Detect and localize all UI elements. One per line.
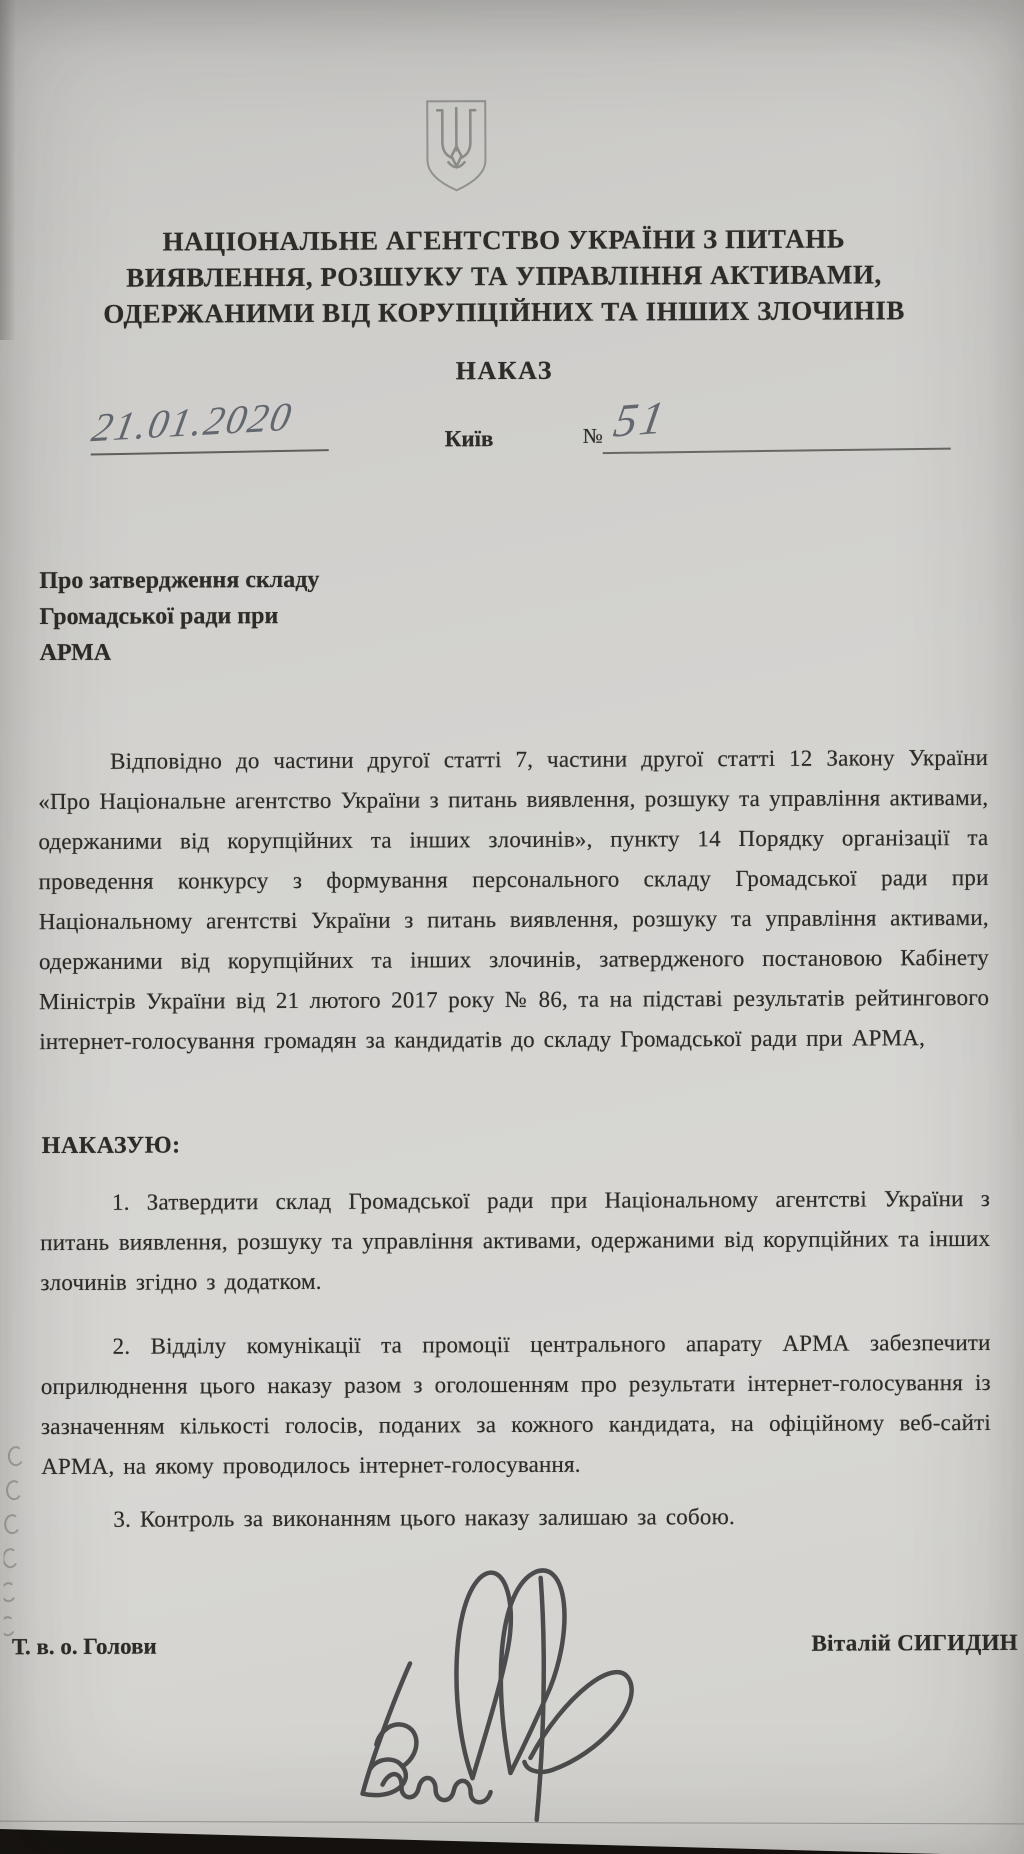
order-item: 2. Відділу комунікації та промоції центрального апарату АРМА забезпечити оприлюднення цього наказу разом з оголошенням про результати інтернет-голосування із зазначенням кількості голосів, поданих за кожного кандидата, на офіційному веб-сайті АРМА, на якому проводилось інтернет-голосування. [40, 1329, 992, 1480]
signature-scrawl-icon [322, 1547, 673, 1829]
subject-block [39, 561, 559, 671]
agency-header-line: НАЦІОНАЛЬНЕ АГЕНТСТВО УКРАЇНИ З ПИТАНЬ [162, 223, 846, 257]
margin-scribbles-icon [3, 1440, 28, 1650]
number-underline [603, 448, 951, 455]
preamble-paragraph: Відповідно до частини другої статті 7, частини другої статті 12 Закону України «Про Національне агентство України з питань виявлення, розшуку та управління активами, одержаними від корупційних та інших злочинів», пункту 14 Порядку організації та проведення конкурсу з формування персонального складу Громадської ради при Національному агентстві України з питань виявлення, розшуку та управління активами, одержаними від корупційних та інших злочинів, затвердженого постановою Кабінету Міністрів України від 21 лютого 2017 року № 86, та на підставі результатів рейтингового інтернет-голосування громадян за кандидатів до складу Громадської ради при АРМА, [38, 744, 990, 1055]
ukraine-trident-emblem-icon [421, 98, 491, 194]
agency-header-line: ОДЕРЖАНИМИ ВІД КОРУПЦІЙНИХ ТА ІНШИХ ЗЛОЧИНІВ [103, 295, 905, 329]
order-item: 3. Контроль за виконанням цього наказу залишаю за собою. [113, 1504, 735, 1532]
order-item: 1. Затвердити склад Громадської ради при Національному агентстві України з питань виявлення, розшуку та управління активами, одержаними від корупційних та інших злочинів згідно з додатком. [40, 1185, 991, 1296]
signoff-position-title: Т. в. о. Голови [11, 1633, 157, 1660]
agency-header [56, 220, 952, 332]
subject-line: Громадської ради при [39, 603, 279, 631]
subject-line: АРМА [39, 639, 112, 667]
date-underline [91, 449, 329, 455]
signer-name: Віталій СИГИДИН [811, 1629, 1018, 1656]
handwritten-order-number: 51 [610, 391, 671, 447]
resolve-word: НАКАЗУЮ: [41, 1132, 181, 1160]
handwritten-date: 21.01.2020 [88, 393, 297, 451]
subject-line: Про затвердження складу [39, 566, 320, 595]
doc-type-title: НАКАЗ [455, 355, 554, 386]
city-label: Київ [444, 426, 494, 452]
agency-header-line: ВИЯВЛЕННЯ, РОЗШУКУ ТА УПРАВЛІННЯ АКТИВАМИ, [126, 259, 882, 293]
number-sign: № [582, 423, 603, 448]
